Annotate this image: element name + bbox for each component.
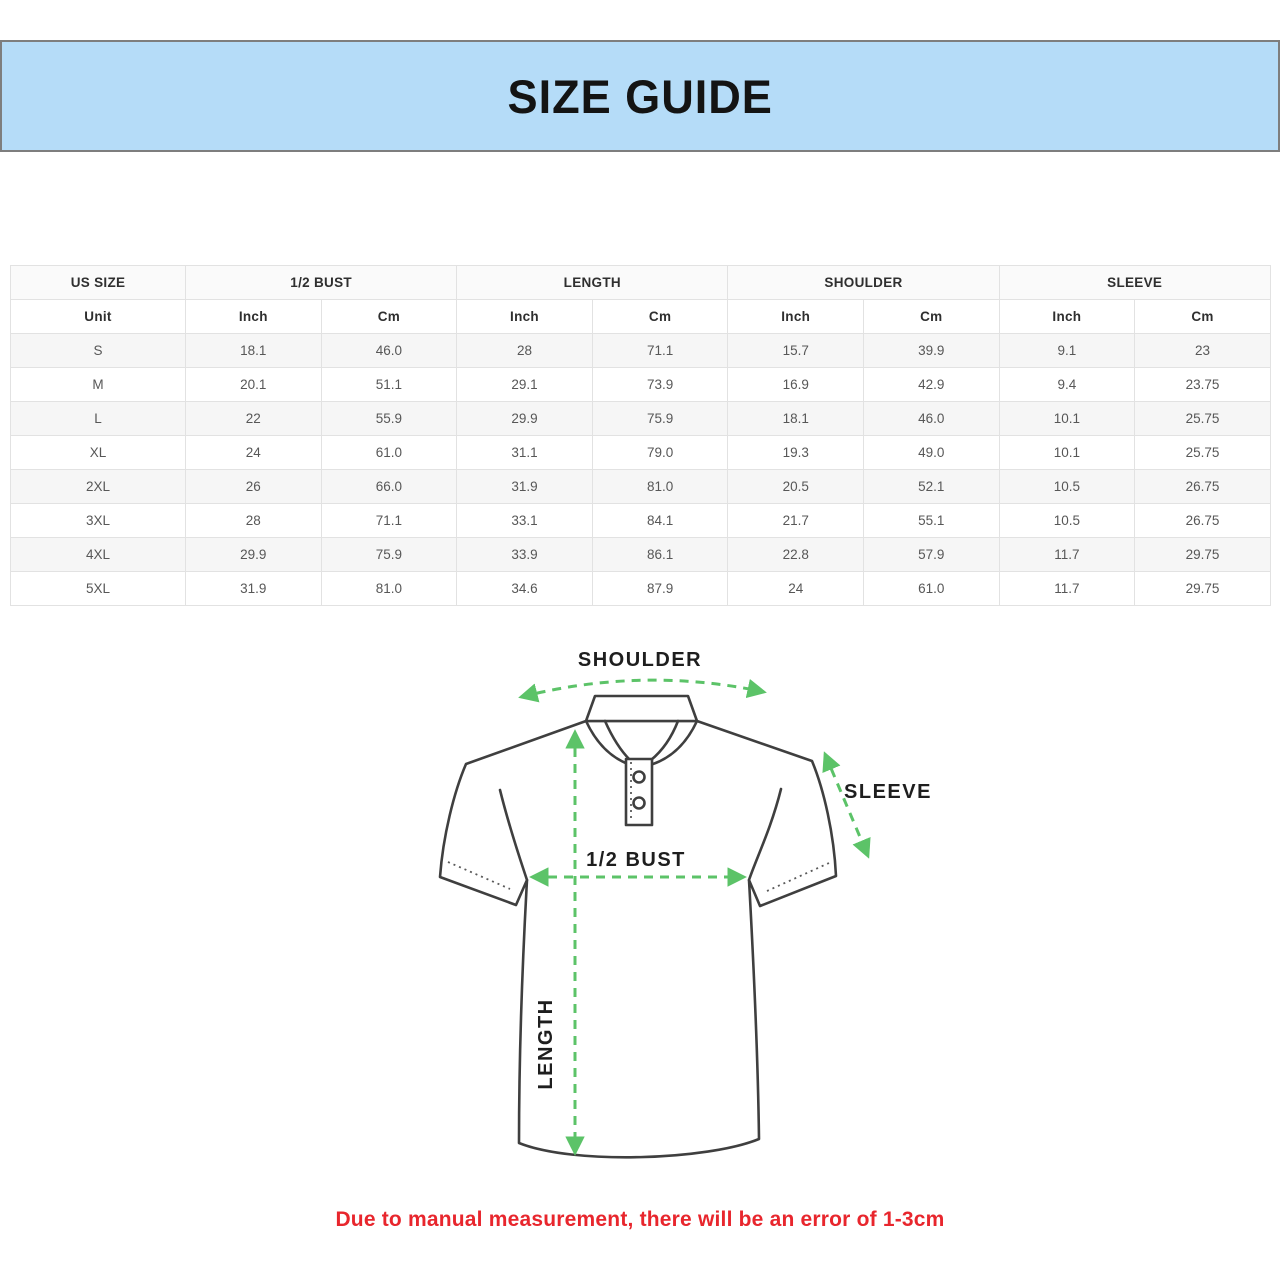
cell: 10.5 <box>999 470 1135 504</box>
cell: 26.75 <box>1135 470 1271 504</box>
cell: 55.9 <box>321 402 457 436</box>
cell: 29.1 <box>457 368 593 402</box>
size-cell: 5XL <box>11 572 186 606</box>
cell: 24 <box>186 436 322 470</box>
cell: 31.1 <box>457 436 593 470</box>
cell: 46.0 <box>864 402 1000 436</box>
table-group-header-row <box>11 266 1271 300</box>
table-row <box>11 470 1271 504</box>
cell: 49.0 <box>864 436 1000 470</box>
size-table <box>10 265 1271 606</box>
size-cell: 4XL <box>11 538 186 572</box>
table-row <box>11 538 1271 572</box>
table-unit-row <box>11 300 1271 334</box>
cell: 87.9 <box>592 572 728 606</box>
size-cell: M <box>11 368 186 402</box>
cell: 20.5 <box>728 470 864 504</box>
table-row <box>11 334 1271 368</box>
size-cell: 3XL <box>11 504 186 538</box>
table-row <box>11 402 1271 436</box>
cell: 51.1 <box>321 368 457 402</box>
unit-col: Inch <box>186 300 322 334</box>
unit-col: Cm <box>592 300 728 334</box>
cell: 57.9 <box>864 538 1000 572</box>
shoulder-arrow <box>521 680 764 697</box>
unit-col: Cm <box>864 300 1000 334</box>
cell: 16.9 <box>728 368 864 402</box>
sleeve-label: SLEEVE <box>844 781 932 803</box>
bust-label: 1/2 BUST <box>586 849 686 871</box>
cell: 10.1 <box>999 402 1135 436</box>
page-title: SIZE GUIDE <box>507 69 773 123</box>
col-group-length: LENGTH <box>457 266 728 300</box>
unit-col: Inch <box>457 300 593 334</box>
unit-col: Inch <box>999 300 1135 334</box>
cell: 9.1 <box>999 334 1135 368</box>
cell: 15.7 <box>728 334 864 368</box>
cell: 84.1 <box>592 504 728 538</box>
col-group-shoulder: SHOULDER <box>728 266 999 300</box>
cell: 21.7 <box>728 504 864 538</box>
size-cell: L <box>11 402 186 436</box>
cell: 42.9 <box>864 368 1000 402</box>
cell: 52.1 <box>864 470 1000 504</box>
cell: 61.0 <box>321 436 457 470</box>
cell: 33.1 <box>457 504 593 538</box>
col-group-half-bust: 1/2 BUST <box>186 266 457 300</box>
cell: 81.0 <box>321 572 457 606</box>
unit-col: Cm <box>321 300 457 334</box>
polo-shirt-outline <box>440 696 836 1157</box>
cell: 81.0 <box>592 470 728 504</box>
cell: 26 <box>186 470 322 504</box>
cell: 71.1 <box>321 504 457 538</box>
cell: 9.4 <box>999 368 1135 402</box>
cell: 29.75 <box>1135 538 1271 572</box>
cell: 23.75 <box>1135 368 1271 402</box>
cell: 22.8 <box>728 538 864 572</box>
unit-label: Unit <box>11 300 186 334</box>
size-guide-banner <box>0 40 1280 152</box>
shoulder-label: SHOULDER <box>577 649 703 671</box>
col-group-sleeve: SLEEVE <box>999 266 1270 300</box>
cell: 10.1 <box>999 436 1135 470</box>
cell: 28 <box>186 504 322 538</box>
size-cell: 2XL <box>11 470 186 504</box>
cell: 25.75 <box>1135 436 1271 470</box>
cell: 29.75 <box>1135 572 1271 606</box>
cell: 39.9 <box>864 334 1000 368</box>
cell: 10.5 <box>999 504 1135 538</box>
unit-col: Cm <box>1135 300 1271 334</box>
cell: 71.1 <box>592 334 728 368</box>
polo-shirt-measurement-diagram <box>388 640 933 1200</box>
cell: 11.7 <box>999 572 1135 606</box>
cell: 31.9 <box>457 470 593 504</box>
measurement-error-note: Due to manual measurement, there will be an error of 1-3cm <box>335 1208 945 1231</box>
cell: 33.9 <box>457 538 593 572</box>
cell: 75.9 <box>321 538 457 572</box>
table-row <box>11 436 1271 470</box>
size-cell: XL <box>11 436 186 470</box>
size-cell: S <box>11 334 186 368</box>
cell: 55.1 <box>864 504 1000 538</box>
cell: 11.7 <box>999 538 1135 572</box>
cell: 61.0 <box>864 572 1000 606</box>
cell: 46.0 <box>321 334 457 368</box>
cell: 31.9 <box>186 572 322 606</box>
col-group-us-size: US SIZE <box>11 266 186 300</box>
cell: 86.1 <box>592 538 728 572</box>
cell: 28 <box>457 334 593 368</box>
table-row <box>11 572 1271 606</box>
cell: 75.9 <box>592 402 728 436</box>
cell: 26.75 <box>1135 504 1271 538</box>
cell: 23 <box>1135 334 1271 368</box>
table-row <box>11 504 1271 538</box>
cell: 79.0 <box>592 436 728 470</box>
cell: 18.1 <box>728 402 864 436</box>
cell: 18.1 <box>186 334 322 368</box>
cell: 73.9 <box>592 368 728 402</box>
unit-col: Inch <box>728 300 864 334</box>
cell: 20.1 <box>186 368 322 402</box>
cell: 22 <box>186 402 322 436</box>
length-label: LENGTH <box>535 998 557 1090</box>
cell: 66.0 <box>321 470 457 504</box>
cell: 24 <box>728 572 864 606</box>
cell: 34.6 <box>457 572 593 606</box>
table-row <box>11 368 1271 402</box>
cell: 25.75 <box>1135 402 1271 436</box>
cell: 29.9 <box>457 402 593 436</box>
cell: 29.9 <box>186 538 322 572</box>
cell: 19.3 <box>728 436 864 470</box>
